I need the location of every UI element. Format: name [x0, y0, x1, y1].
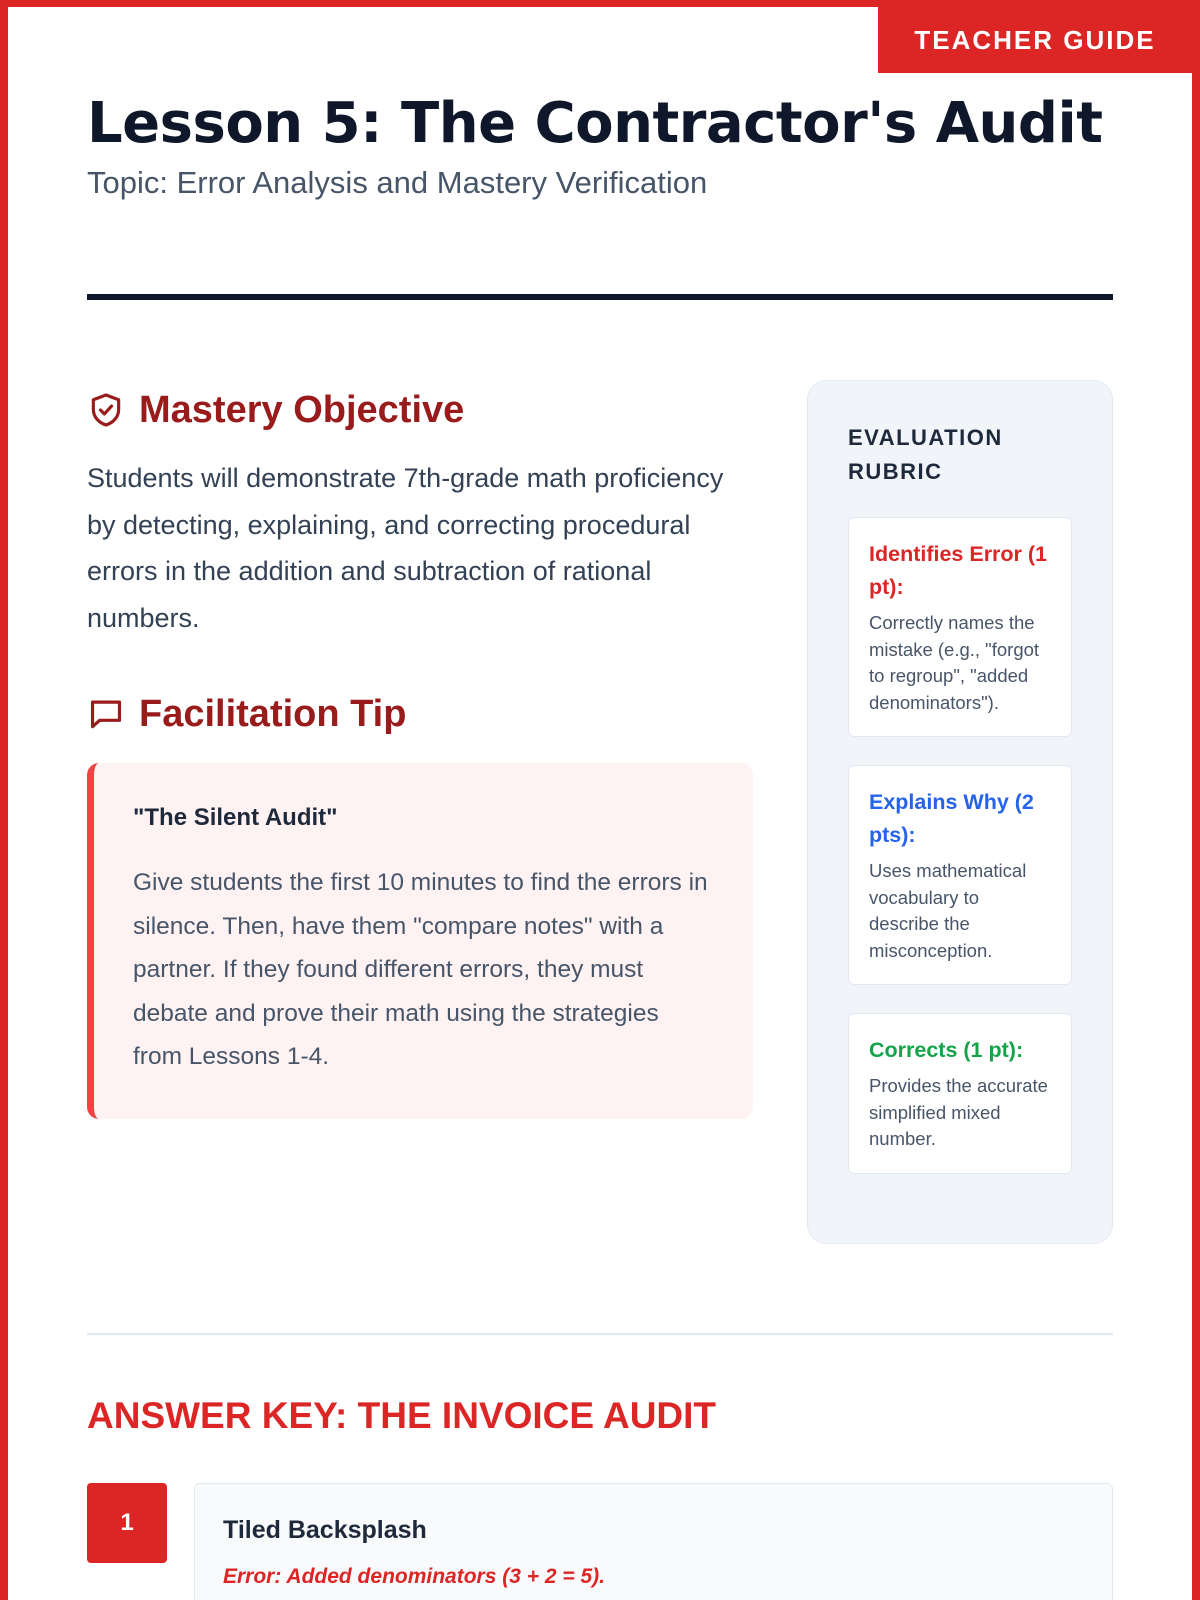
facilitation-tip-title: Facilitation Tip: [139, 693, 407, 735]
answer-item-error: Error: Added denominators (3 + 2 = 5).: [223, 1565, 605, 1588]
mastery-objective-title: Mastery Objective: [139, 389, 465, 431]
rubric-title: EVALUATION RUBRIC: [848, 425, 1003, 484]
mastery-objective-heading: [87, 387, 753, 433]
main-column: [87, 387, 753, 1119]
answer-item-title: Tiled Backsplash: [223, 1516, 427, 1544]
section-divider: [87, 1333, 1113, 1335]
rubric-item-text: Uses mathematical vocabulary to describe the misconception.: [869, 860, 1027, 961]
rubric-item-corrects: [848, 1013, 1072, 1174]
header-divider: [87, 294, 1113, 300]
shield-check-icon: [87, 391, 125, 429]
lesson-header: [87, 91, 1113, 203]
mastery-objective-text: Students will demonstrate 7th-grade math proficiency by detecting, explaining, and correcting procedural errors in the addition and subtraction of rational numbers.: [87, 463, 724, 633]
rubric-item-label: Explains Why (2 pts):: [869, 790, 1034, 847]
page-subtitle: Topic: Error Analysis and Mastery Verification: [87, 165, 708, 200]
answer-card: [194, 1483, 1113, 1600]
page-title: Lesson 5: The Contractor's Audit: [87, 91, 1103, 156]
evaluation-rubric-panel: [807, 380, 1113, 1244]
teacher-guide-badge: TEACHER GUIDE: [878, 7, 1192, 73]
answer-number-badge: 1: [87, 1483, 167, 1563]
rubric-item-label: Identifies Error (1 pt):: [869, 542, 1048, 599]
answer-key-title: ANSWER KEY: THE INVOICE AUDIT: [87, 1395, 717, 1436]
answer-key-item: [87, 1483, 1113, 1600]
tip-callout-text: Give students the first 10 minutes to find the errors in silence. Then, have them "compare notes" with a partner. If they found different errors, they must debate and prove their math using the strategies from Lessons 1-4.: [133, 869, 708, 1070]
facilitation-tip-callout: [87, 763, 753, 1119]
speech-bubble-icon: [87, 695, 125, 733]
tip-callout-title: "The Silent Audit": [133, 804, 338, 831]
rubric-item-text: Correctly names the mistake (e.g., "forgot to regroup", "added denominators").: [869, 612, 1040, 713]
rubric-item-explains-why: [848, 765, 1072, 985]
rubric-item-identifies-error: [848, 517, 1072, 737]
rubric-item-text: Provides the accurate simplified mixed number.: [869, 1075, 1048, 1149]
facilitation-tip-heading: [87, 691, 753, 737]
rubric-item-label: Corrects (1 pt):: [869, 1038, 1024, 1062]
